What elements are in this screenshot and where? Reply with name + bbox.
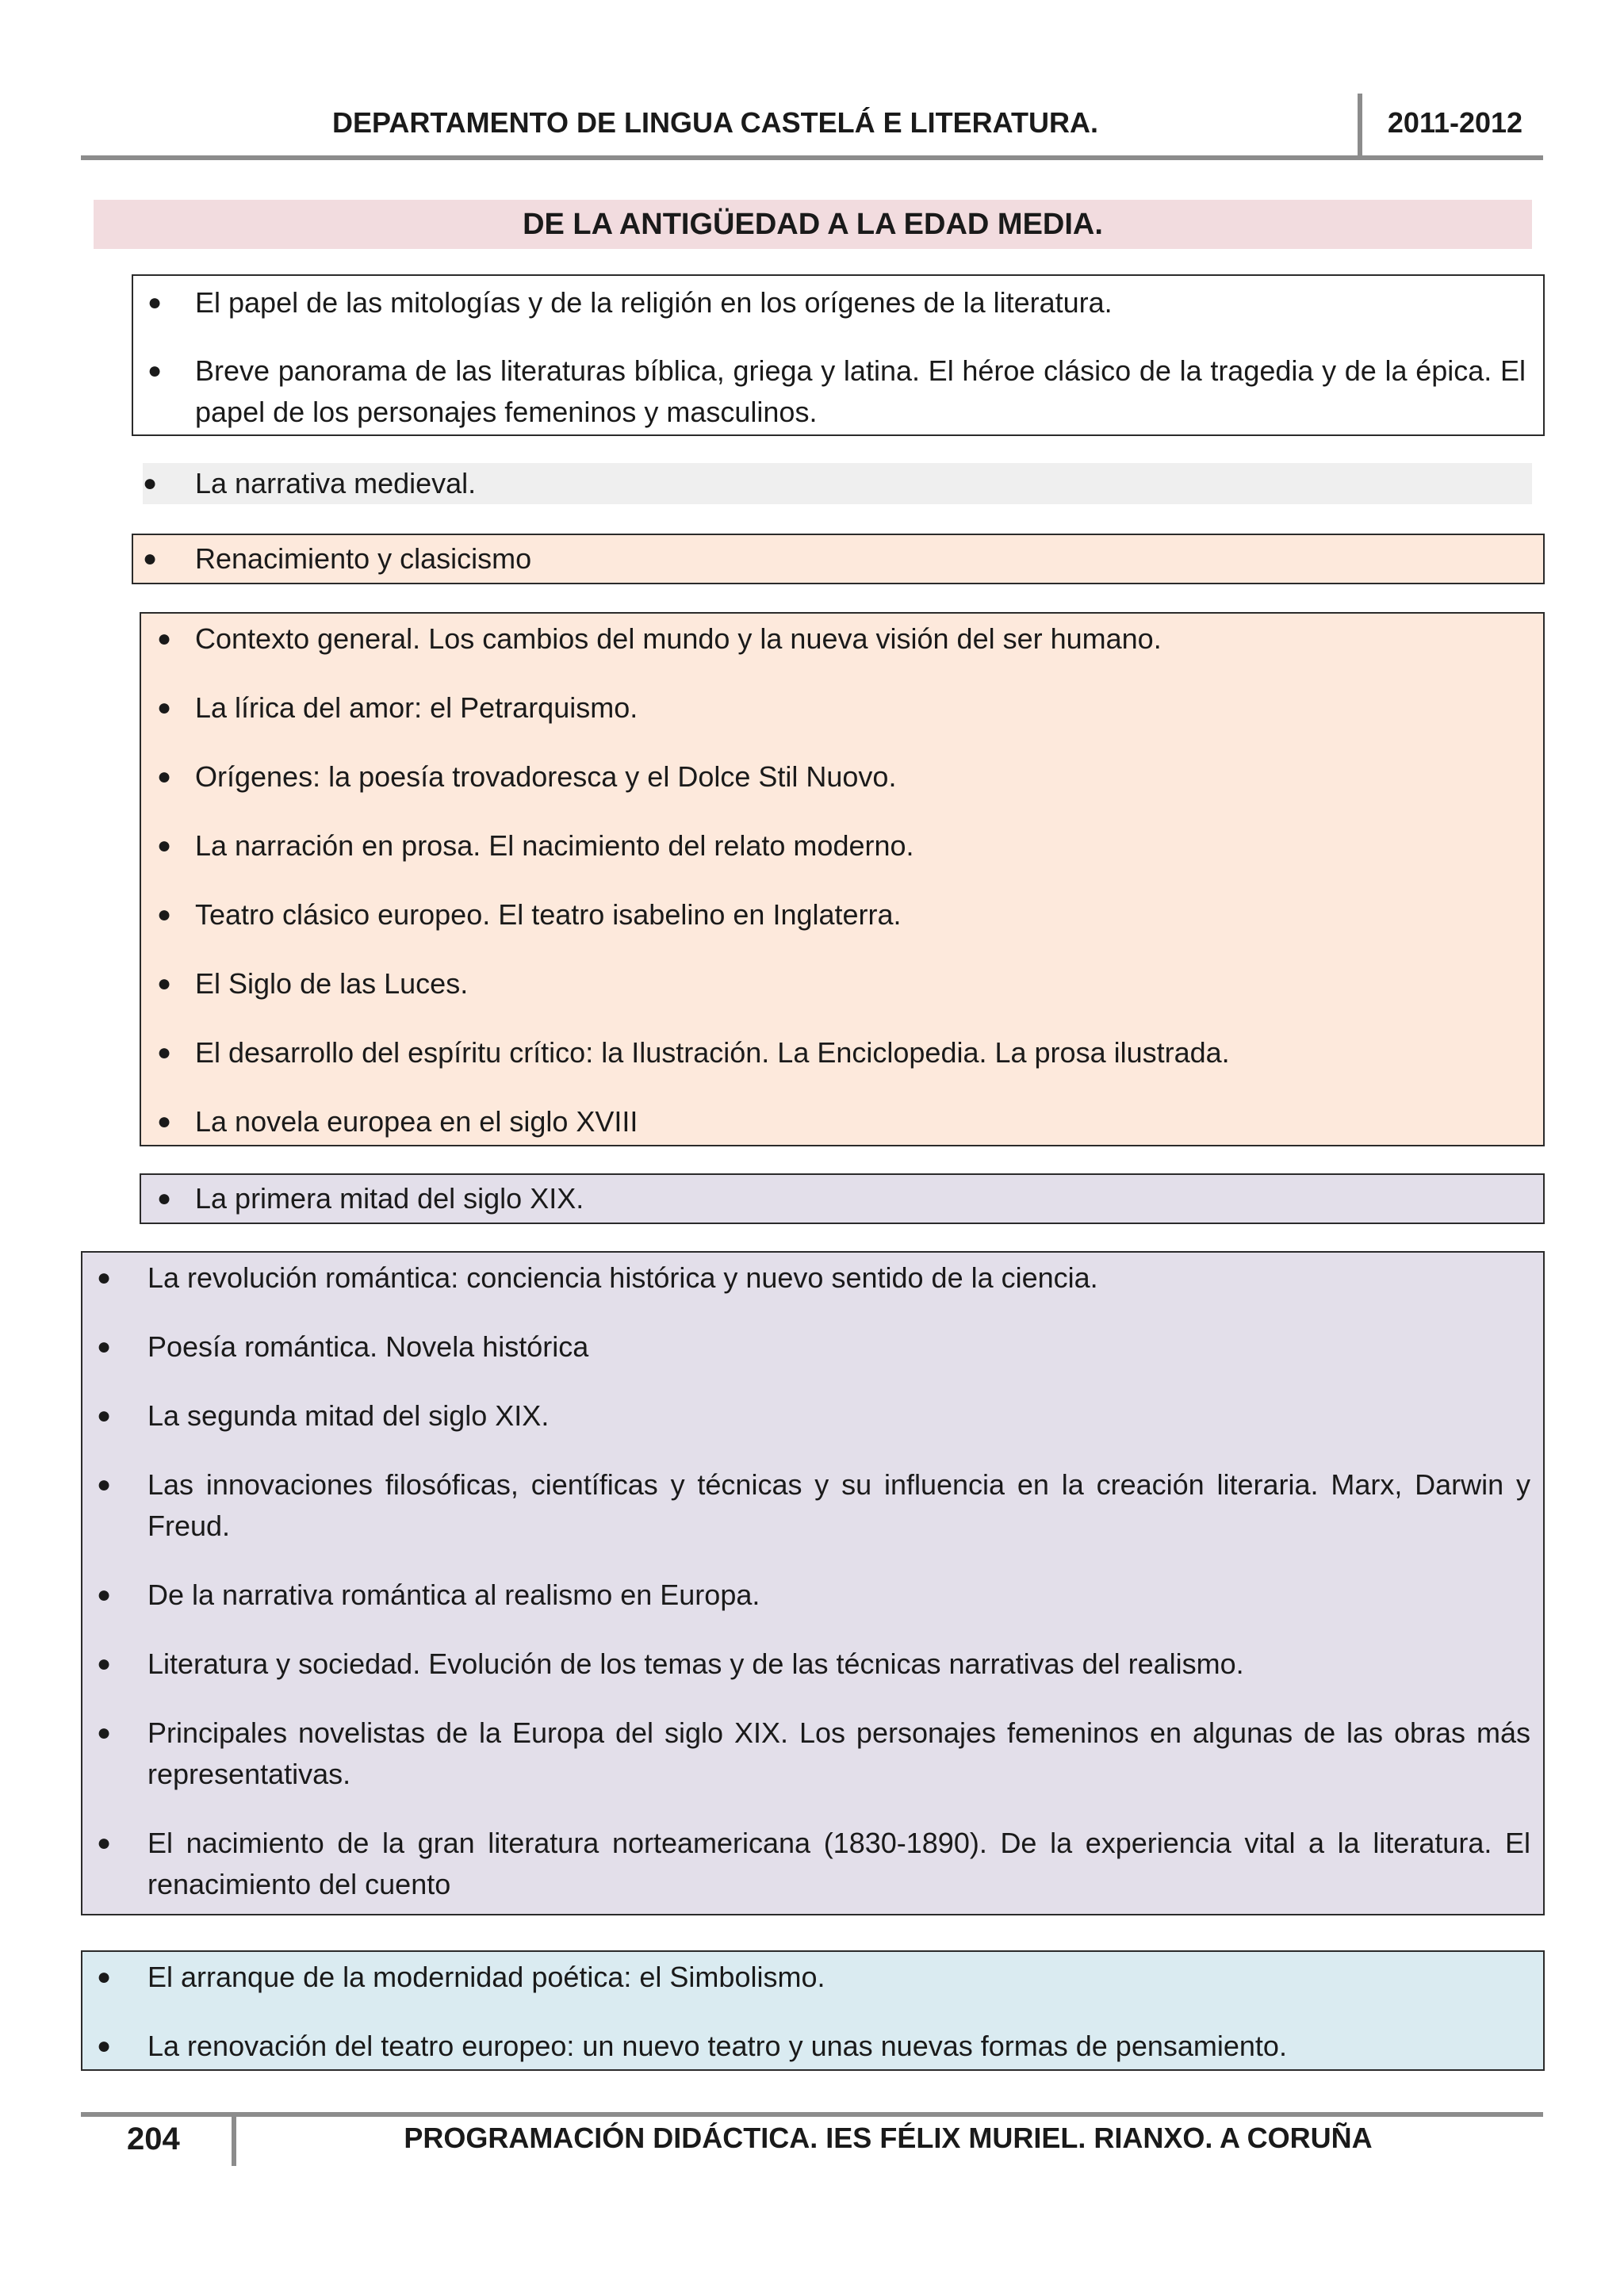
list-item-text: El nacimiento de la gran literatura norteamericana (1830-1890). De la experiencia vital a la literatura. El renacimiento del cuento [147,1827,1530,1900]
list-item [82,1575,1530,1616]
list-item-text: El arranque de la modernidad poética: el Simbolismo. [147,1961,825,1993]
bullet-icon: ● [97,1964,112,1990]
list-item [82,1644,1530,1685]
list-item [141,894,1526,936]
section-title: DE LA ANTIGÜEDAD A LA EDAD MEDIA. [94,200,1532,249]
list-item [141,687,1526,729]
bullet-icon: ● [157,1108,172,1135]
bullet-icon: ● [157,626,172,652]
list-item [141,618,1526,660]
list-item [82,1957,1530,1998]
list-item [141,1178,1527,1219]
topic-box-antiquity [132,274,1545,436]
list-item-text: Breve panorama de las literaturas bíblica, griega y latina. El héroe clásico de la tragedia y de la épica. El papel de los personajes femeninos y masculinos. [195,354,1526,428]
bullet-icon: ● [143,545,158,572]
list-item [82,2026,1530,2067]
list-item-text: Teatro clásico europeo. El teatro isabelino en Inglaterra. [195,898,902,931]
list-item [82,1326,1530,1368]
list-item-text: La narración en prosa. El nacimiento del relato moderno. [195,829,914,862]
list-item-text: El papel de las mitologías y de la religión en los orígenes de la literatura. [195,286,1113,319]
list-item [141,756,1526,798]
bullet-icon: ● [157,763,172,790]
header-year: 2011-2012 [1387,106,1523,139]
bullet-icon: ● [97,1830,112,1856]
list-item-text: Las innovaciones filosóficas, científicas y técnicas y su influencia en la creación literaria. Marx, Darwin y Freud. [147,1468,1530,1542]
list-item-text: Renacimiento y clasicismo [195,542,532,575]
bullet-icon: ● [157,1039,172,1066]
list-item-text: El Siglo de las Luces. [195,967,469,1000]
list-item-text: La revolución romántica: conciencia histórica y nuevo sentido de la ciencia. [147,1261,1098,1294]
list-item-text: La lírica del amor: el Petrarquismo. [195,691,638,724]
list-item [82,1823,1530,1905]
list-item [141,963,1526,1004]
bullet-icon: ● [97,1471,112,1498]
bullet-icon: ● [97,1720,112,1746]
list-item-text: La segunda mitad del siglo XIX. [147,1399,550,1432]
topic-box-medieval [143,463,1532,504]
list-item-text: El desarrollo del espíritu crítico: la Ilustración. La Enciclopedia. La prosa ilustrada. [195,1036,1230,1069]
list-item [82,1464,1530,1547]
topic-box-modernity [81,1950,1545,2071]
list-item-text: Principales novelistas de la Europa del siglo XIX. Los personajes femeninos en algunas de las obras más representativas. [147,1716,1530,1790]
bullet-icon: ● [147,358,163,384]
list-item [141,825,1526,867]
list-item [133,282,1526,323]
bullet-icon: ● [157,695,172,721]
list-item-text: De la narrativa romántica al realismo en Europa. [147,1578,760,1611]
list-item [82,1395,1530,1437]
list-item-text: Literatura y sociedad. Evolución de los temas y de las técnicas narrativas del realismo. [147,1647,1244,1680]
header-rule [81,155,1543,160]
list-item [143,463,1516,504]
footer-divider [232,2115,236,2166]
bullet-icon: ● [157,832,172,859]
header-divider [1358,94,1362,160]
list-item [82,1712,1530,1795]
topic-box-xix-first-half [140,1173,1545,1224]
bullet-icon: ● [97,1582,112,1608]
list-item-text: La narrativa medieval. [195,467,477,499]
bullet-icon: ● [97,1651,112,1677]
list-item [82,1257,1530,1299]
list-item-text: Orígenes: la poesía trovadoresca y el Dolce Stil Nuovo. [195,760,897,793]
list-item-text: Poesía romántica. Novela histórica [147,1330,589,1363]
page-number: 204 [127,2122,180,2156]
bullet-icon: ● [97,1265,112,1291]
topic-box-renaissance-details [140,612,1545,1146]
bullet-icon: ● [97,2033,112,2059]
bullet-icon: ● [157,901,172,928]
bullet-icon: ● [143,470,158,496]
list-item [141,1101,1526,1142]
topic-box-renaissance [132,534,1545,584]
list-item-text: La renovación del teatro europeo: un nuevo teatro y unas nuevas formas de pensamiento. [147,2030,1287,2062]
list-item [133,538,1527,580]
bullet-icon: ● [157,970,172,997]
footer-rule [81,2112,1543,2117]
list-item [133,350,1526,433]
header-department: DEPARTAMENTO DE LINGUA CASTELÁ E LITERATURA. [332,106,1098,139]
list-item-text: Contexto general. Los cambios del mundo y la nueva visión del ser humano. [195,622,1162,655]
list-item-text: La novela europea en el siglo XVIII [195,1105,638,1138]
topic-box-romanticism-realism [81,1251,1545,1915]
list-item-text: La primera mitad del siglo XIX. [195,1182,584,1215]
bullet-icon: ● [97,1334,112,1360]
bullet-icon: ● [157,1185,172,1211]
bullet-icon: ● [97,1402,112,1429]
bullet-icon: ● [147,289,163,316]
list-item [141,1032,1526,1073]
footer-text: PROGRAMACIÓN DIDÁCTICA. IES FÉLIX MURIEL. RIANXO. A CORUÑA [404,2122,1373,2154]
